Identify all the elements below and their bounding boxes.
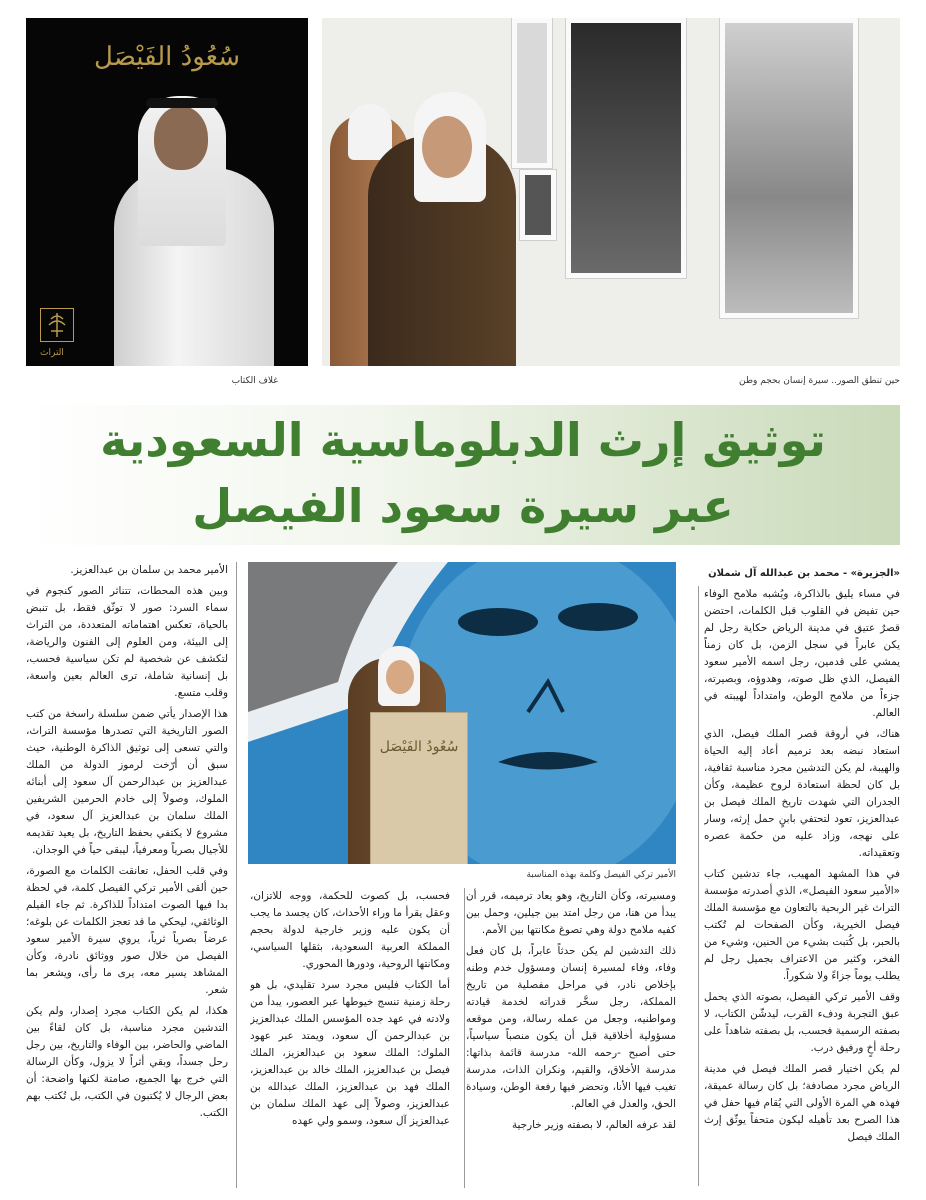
exhibition-photo [322, 18, 900, 366]
lectern-title: سُعُودُ الفَيْصَل [379, 739, 459, 755]
article-paragraph: لقد عرفه العالم، لا بصفته وزير خارجية [511, 1119, 676, 1131]
column-divider [236, 562, 237, 1188]
article-paragraph: وقف الأمير تركي الفيصل، بصوته الذي يحمل عبق التجربة ودفء القرب، ليدشّن الكتاب، لا بصفته الرسمية فحسب، بل بصفته شاهداً على رحلة أخٍ ورفيق درب. [704, 991, 900, 1054]
byline: «الجزيرة» - محمد بن عبدالله آل شملان [708, 568, 900, 579]
headline-banner [26, 405, 900, 545]
article-paragraph: في هذا المشهد المهيب، جاء تدشين كتاب «الأمير سعود الفيصل»، الذي أصدرته مؤسسة التراث غير الربحية بالتعاون مع مؤسسة الملك فيصل الخيرية، وكأن الصفحات لم تُكتب بالحبر، بل كُتبت بشيء من الحنين، وشيء من الفخر، وكثير من الاعتراف بجميل رجل لم يطلب يوماً جزاءً ولا شكوراً. [704, 868, 900, 982]
article-paragraph: هكذا، لم يكن الكتاب مجرد إصدار، ولم يكن التدشين مجرد مناسبة، بل كان لقاءً بين الماضي والحاضر، بين الوفاء والتاريخ، بين رجل رحل جسداً، وبقي أثراً لا يزول، وكأن الرسالة التي خرج بها الجميع، صامتة لكنها واضحة: أن بعض الرجال لا يُكتبون في الكتب، بل تُكتب بهم الكتب. [26, 1005, 228, 1119]
wall-photo-frame [512, 18, 552, 168]
publisher-logo-text: التراث [40, 348, 64, 358]
book-cover-title: سُعُودُ الفَيْصَل [94, 42, 240, 72]
face-right [422, 116, 472, 178]
article-paragraph: أما الكتاب فليس مجرد سرد تقليدي، بل هو رحلة زمنية تنسج خيوطها عبر العصور، يبدأ من ولادته في عهد جده المؤسس الملك عبدالعزيز بن عبدالرحمن آل سعود، ويمتد عبر عهود الملوك: الملك سعود بن عبدالعزيز، الملك فيصل بن عبدالعزيز، الملك خالد بن عبدالعزيز، الملك فهد بن عبدالعزيز، الملك عبدالله بن عبدالعزيز، وصولاً إلى عهد الملك سلمان بن عبدالعزيز آل سعود، وسمو ولي عهده [250, 979, 450, 1127]
ceremony-photo [248, 562, 676, 864]
article-paragraph: هناك، في أروقة قصر الملك فيصل، الذي استعاد نبضه بعد ترميم أعاد إليه الحياة والهيبة، لم يكن التدشين مجرد مناسبة ثقافية، بل كان لحظة استعادة لروح عظيمة، وكأن الجدران التي شهدت تاريخ الملك فيصل بن عبدالعزيز، تعود لتحتفي بابنٍ حمل إرثه، وسار على نهجه، وزاد عليه من حكمة عصره وتعقيداته. [704, 728, 900, 859]
article-paragraph: ذلك التدشين لم يكن حدثاً عابراً، بل كان فعل وفاء، وفاء لمسيرة إنسان ومسؤول خدم وطنه بإخلاص نادر، في مراحل مفصلية من تاريخ المملكة، رجل سخَّر قدراته لخدمة قيادته ومواطنيه، وجعل من عمله رسالة، ومن موقعه مسؤولية أخلاقية قبل أن يكون منصباً سياسياً، حتى أصبح -رحمه الله- مدرسة قائمة بذاتها: مدرسة الأخلاق، والقيم، ونكران الذات، مدرسة تغيب فيها الأنا، وتحضر فيها رفعة الوطن، وسيادة الحق، والعدل في العالم. [466, 945, 676, 1110]
cover-figure-agal [146, 98, 218, 108]
lectern [370, 712, 468, 864]
wall-photo-frame [566, 18, 686, 278]
article-column-4 [26, 562, 228, 1196]
cover-figure-face [154, 106, 208, 170]
article-paragraph: الأمير محمد بن سلمان بن عبدالعزيز. [70, 564, 228, 576]
article-paragraph: لم يكن اختيار قصر الملك فيصل في مدينة الرياض مجرد مصادفة؛ بل كان رسالة عميقة، فهذه هي المرة الأولى التي يُقام فيها حفل في هذا الصرح بعد تأهيله ليكون متحفاً يوثّق إرث الملك فيصل [704, 1063, 900, 1143]
article-paragraph: ومسيرته، وكأن التاريخ، وهو يعاد ترميمه، قرر أن يبدأ من هنا، من رجل امتد بين جيلين، وحمل بين كفيه ملامح دولة وهي تصوغ مكانتها بين الأمم. [466, 890, 676, 936]
publisher-logo-icon [40, 308, 74, 342]
column-divider [464, 888, 465, 1188]
ghutra-left [348, 104, 392, 160]
wall-photo-frame [520, 170, 556, 240]
wall-photo-frame [720, 18, 858, 318]
column-divider [698, 586, 699, 1186]
article-paragraph: هذا الإصدار يأتي ضمن سلسلة راسخة من كتب الصور التاريخية التي تصدرها مؤسسة التراث، والتي تسعى إلى توثيق الذاكرة الوطنية، حيث سبق أن أرّخت لرموز الدولة من الملك عبدالعزيز بن عبدالرحمن آل سعود إلى أبنائه الملوك، وصولاً إلى خادم الحرمين الشريفين الملك سلمان بن عبدالعزيز آل سعود، في مشروع لا يكتفي بحفظ التاريخ، بل يعيد تقديمه للأجيال بصرياً ومعرفياً، ليبقى حياً في الوجدان. [26, 708, 228, 856]
article-column-1 [704, 586, 900, 1196]
headline-line-2: عبر سيرة سعود الفيصل [192, 479, 734, 533]
headline-line-1: توثيق إرث الدبلوماسية السعودية [100, 413, 826, 467]
ceremony-photo-caption: الأمير تركي الفيصل وكلمة بهذه المناسبة [526, 870, 676, 880]
article-paragraph: وفي قلب الحفل، تعانقت الكلمات مع الصورة، حين ألقى الأمير تركي الفيصل كلمة، في لحظة بدا فيها الصوت امتداداً للذاكرة. ثم جاء الفيلم الوثائقي، ليحكي ما قد تعجز الكلمات عن بلوغه؛ عرضاً بصرياً ثرياً، يروي سيرة الأمير سعود الفيصل من خلال صور ووثائق نادرة، وكأن المشاهد يسير معه، يرى ما رأى، ويشعر بما شعر. [26, 865, 228, 996]
article-paragraph: وبين هذه المحطات، تتناثر الصور كنجوم في سماء السرد: صور لا توثّق فقط، بل تنبض بالحياة، تعكس اهتماماته المتعددة، من التراث إلى البيئة، ومن العلوم إلى الفنون والرياضة، لتكشف عن شخصية لم تكن سياسية فحسب، بل إنسانية شاملة، ترى العالم بعين واسعة، وقلب متسع. [26, 585, 228, 699]
article-column-3 [250, 888, 450, 1196]
article-paragraph: في مساء يليق بالذاكرة، ويُشبه ملامح الوفاء حين تفيض في القلوب قبل الكلمات، احتضن قصرٌ عتيق في مدينة الرياض حكاية رجل لم يكن عابراً في سجل الزمن، بل كان زمناً يمشي على قدمين، رجل اسمه الأمير سعود الفيصل، الذي ظل صوته، وهدوؤه، وبصيرته، جزءاً من ملامح الوطن، وامتداداً لهيبته في العالم. [704, 588, 900, 719]
exhibition-photo-caption: حين تنطق الصور.. سيرة إنسان بحجم وطن [739, 376, 900, 386]
book-cover-image [26, 18, 308, 366]
book-cover-caption: غلاف الكتاب [231, 376, 278, 386]
article-paragraph: فحسب، بل كصوت للحكمة، ووجه للاتزان، وعقل يقرأ ما وراء الأحداث، كان يجسد ما يجب أن يكون عليه وزير خارجية لدولة بحجم المملكة العربية السعودية، بثقلها السياسي، ومكانتها الروحية، ودورها المحوري. [250, 890, 450, 970]
article-column-2 [466, 888, 676, 1196]
speaker-face [386, 660, 414, 694]
